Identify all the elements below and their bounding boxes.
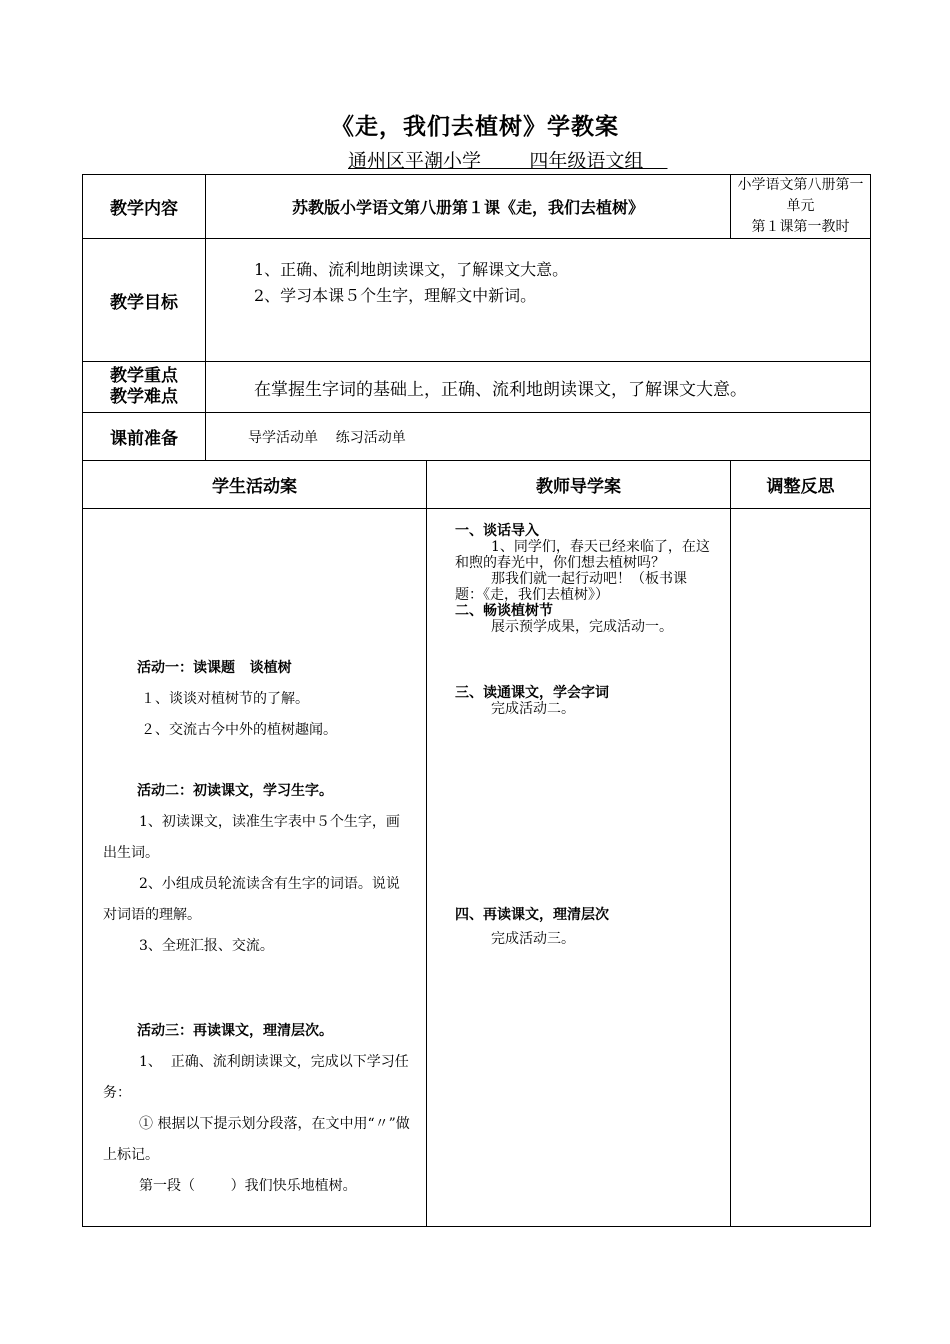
unit-info [731, 175, 871, 239]
activity-2-para: 1、初读课文，读准生字表中５个生字，画出生词。 [103, 814, 400, 861]
goals-label: 教学目标 [83, 239, 206, 362]
lesson-plan-table [82, 174, 871, 1227]
goal-item: 2、学习本课５个生字，理解文中新词。 [254, 286, 537, 305]
student-activities [83, 509, 427, 1227]
teacher-section-1-title: 一、谈话导入 [455, 523, 539, 539]
column-student: 学生活动案 [83, 461, 427, 509]
prep-value: 导学活动单 练习活动单 [206, 413, 871, 461]
teacher-section-2-text: 展示预学成果，完成活动一。 [491, 619, 673, 635]
activity-1-title: 活动一：读课题 谈植树 [137, 660, 292, 676]
teacher-section-1-text: 1、同学们，春天已经来临了，在这和煦的春光中，你们想去植树吗？ [455, 539, 710, 571]
row-goals [83, 239, 871, 362]
key-label-2: 教学难点 [110, 387, 178, 407]
teacher-section-3-title: 三、读通课文，学会字词 [455, 685, 609, 701]
row-column-headers [83, 461, 871, 509]
key-label [83, 362, 206, 413]
teacher-section-2-title: 二、畅谈植树节 [455, 603, 553, 619]
column-reflect: 调整反思 [731, 461, 871, 509]
page-title: 《走，我们去植树》学教案 [331, 113, 619, 140]
key-label-1: 教学重点 [110, 366, 178, 386]
reflection-cell [731, 509, 871, 1227]
teacher-section-4-title: 四、再读课文，理清层次 [455, 907, 609, 923]
column-teacher: 教师导学案 [427, 461, 731, 509]
key-value: 在掌握生字词的基础上，正确、流利地朗读课文，了解课文大意。 [206, 362, 871, 413]
teacher-guide [427, 509, 731, 1227]
content-label: 教学内容 [83, 175, 206, 239]
unit-line-1: 小学语文第八册第一单元 [737, 177, 864, 214]
school-subtitle: 通州区平潮小学 四年级语文组 [348, 150, 668, 172]
activity-2-para: 3、全班汇报、交流。 [139, 938, 274, 954]
teacher-section-3-text: 完成活动二。 [491, 701, 575, 717]
teacher-section-4-text: 完成活动三。 [491, 931, 575, 947]
row-key-points [83, 362, 871, 413]
row-content [83, 175, 871, 239]
teacher-section-1-text: 那我们就一起行动吧！（板书课题：《走，我们去植树》） [455, 571, 687, 603]
activity-3-para: 1、 正确、流利朗读课文，完成以下学习任务： [103, 1054, 409, 1101]
goal-item: 1、正确、流利地朗读课文，了解课文大意。 [254, 260, 569, 279]
unit-line-2: 第１课第一教时 [751, 219, 850, 235]
activity-3-title: 活动三：再读课文，理清层次。 [137, 1023, 333, 1039]
prep-label: 课前准备 [83, 413, 206, 461]
activity-3-para: ① 根据以下提示划分段落，在文中用“〃”做上标记。 [103, 1116, 410, 1163]
row-prep [83, 413, 871, 461]
row-activities [83, 509, 871, 1227]
activity-2-title: 活动二：初读课文，学习生字。 [137, 783, 333, 799]
activity-3-para: 第一段（ ）我们快乐地植树。 [139, 1178, 357, 1194]
activity-2-para: 2、小组成员轮流读含有生字的词语。说说对词语的理解。 [103, 876, 400, 923]
content-value: 苏教版小学语文第八册第１课《走，我们去植树》 [206, 175, 731, 239]
activity-1-item: ２、交流古今中外的植树趣闻。 [141, 722, 337, 738]
goals-cell [206, 239, 871, 362]
activity-1-item: １、谈谈对植树节的了解。 [141, 691, 309, 707]
